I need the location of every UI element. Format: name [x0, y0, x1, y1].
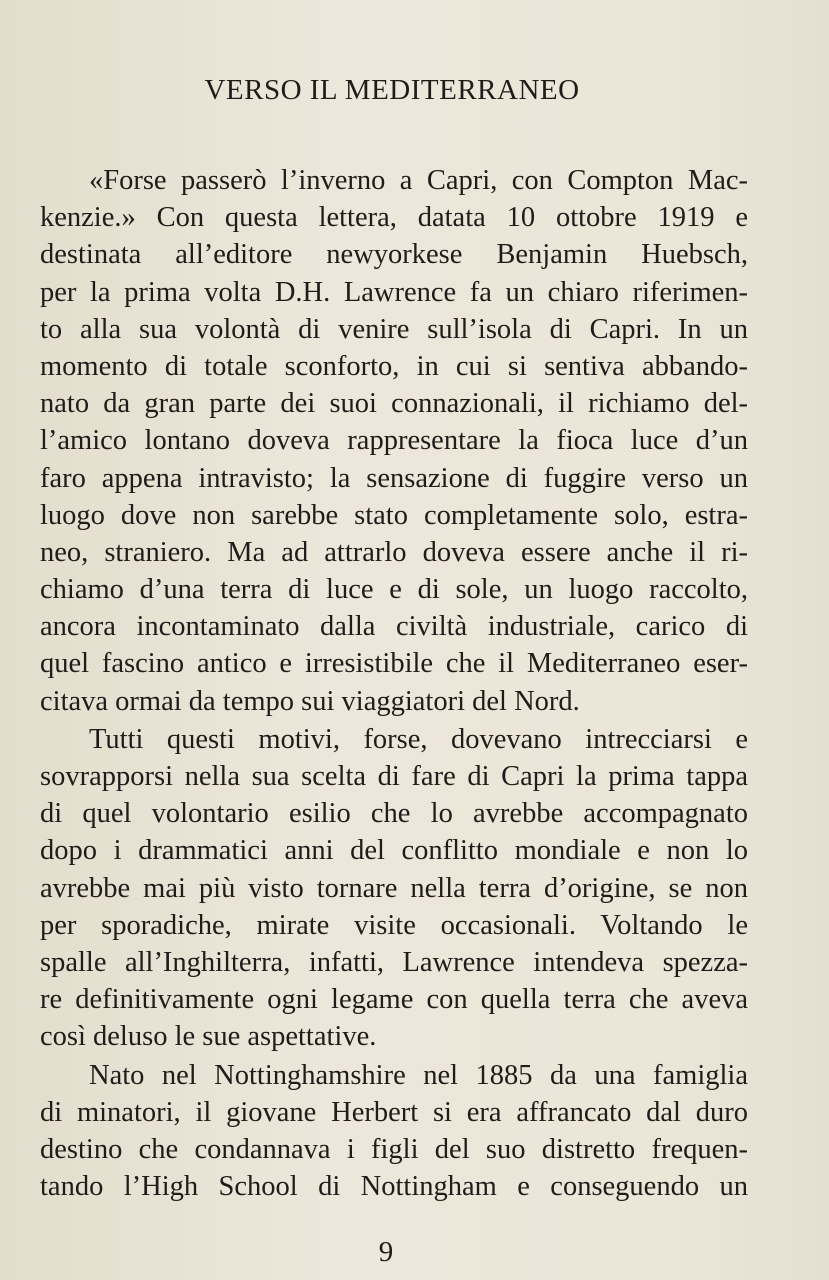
text-line: di quel volontario esilio che lo avrebbe accompagnato — [40, 798, 748, 830]
text-line: nato da gran parte dei suoi connazionali, il richiamo del- — [40, 388, 748, 420]
chapter-title: VERSO IL MEDITERRANEO — [204, 74, 580, 106]
text-line: «Forse passerò l’inverno a Capri, con Compton Mac- — [89, 165, 748, 196]
text-line: destino che condannava i figli del suo distretto frequen- — [40, 1133, 748, 1165]
text-line: spalle all’Inghilterra, infatti, Lawrence intendeva spezza- — [40, 946, 748, 978]
text-line: momento di totale sconforto, in cui si sentiva abbando- — [40, 350, 748, 382]
text-line: ancora incontaminato dalla civiltà industriale, carico di — [40, 611, 748, 643]
text-line: neo, straniero. Ma ad attrarlo doveva essere anche il ri- — [40, 536, 748, 568]
text-line: così deluso le sue aspettative. — [40, 1021, 377, 1053]
text-line: citava ormai da tempo sui viaggiatori del Nord. — [40, 685, 580, 717]
text-line: faro appena intravisto; la sensazione di fuggire verso un — [40, 462, 748, 494]
text-line: per la prima volta D.H. Lawrence fa un chiaro riferimen- — [40, 276, 748, 308]
paragraph-1 — [40, 162, 748, 720]
text-line: destinata all’editore newyorkese Benjamin Huebsch, — [40, 239, 748, 271]
text-line: l’amico lontano doveva rappresentare la fioca luce d’un — [40, 425, 748, 457]
body-text — [40, 162, 748, 1206]
text-line: Nato nel Nottinghamshire nel 1885 da una famiglia — [89, 1059, 748, 1091]
text-line: kenzie.» Con questa lettera, datata 10 ottobre 1919 e — [40, 202, 748, 234]
text-line: sovrapporsi nella sua scelta di fare di Capri la prima tappa — [40, 761, 748, 792]
paragraph-2 — [40, 721, 748, 1056]
text-line: di minatori, il giovane Herbert si era affrancato dal duro — [40, 1096, 748, 1128]
paragraph-3 — [40, 1057, 748, 1206]
text-line: luogo dove non sarebbe stato completamente solo, estra- — [40, 499, 748, 531]
text-line: tando l’High School di Nottingham e conseguendo un — [40, 1171, 748, 1203]
text-line: to alla sua volontà di venire sull’isola di Capri. In un — [40, 313, 748, 345]
text-line: quel fascino antico e irresistibile che il Mediterraneo eser- — [40, 648, 748, 680]
text-line: chiamo d’una terra di luce e di sole, un luogo raccolto, — [40, 574, 748, 606]
text-line: dopo i drammatici anni del conflitto mondiale e non lo — [40, 835, 748, 867]
text-line: Tutti questi motivi, forse, dovevano intrecciarsi e — [89, 723, 748, 755]
text-line: per sporadiche, mirate visite occasionali. Voltando le — [40, 909, 748, 941]
text-line: re definitivamente ogni legame con quella terra che aveva — [40, 984, 748, 1016]
page-number: 9 — [378, 1236, 394, 1268]
text-line: avrebbe mai più visto tornare nella terra d’origine, se non — [40, 872, 748, 904]
